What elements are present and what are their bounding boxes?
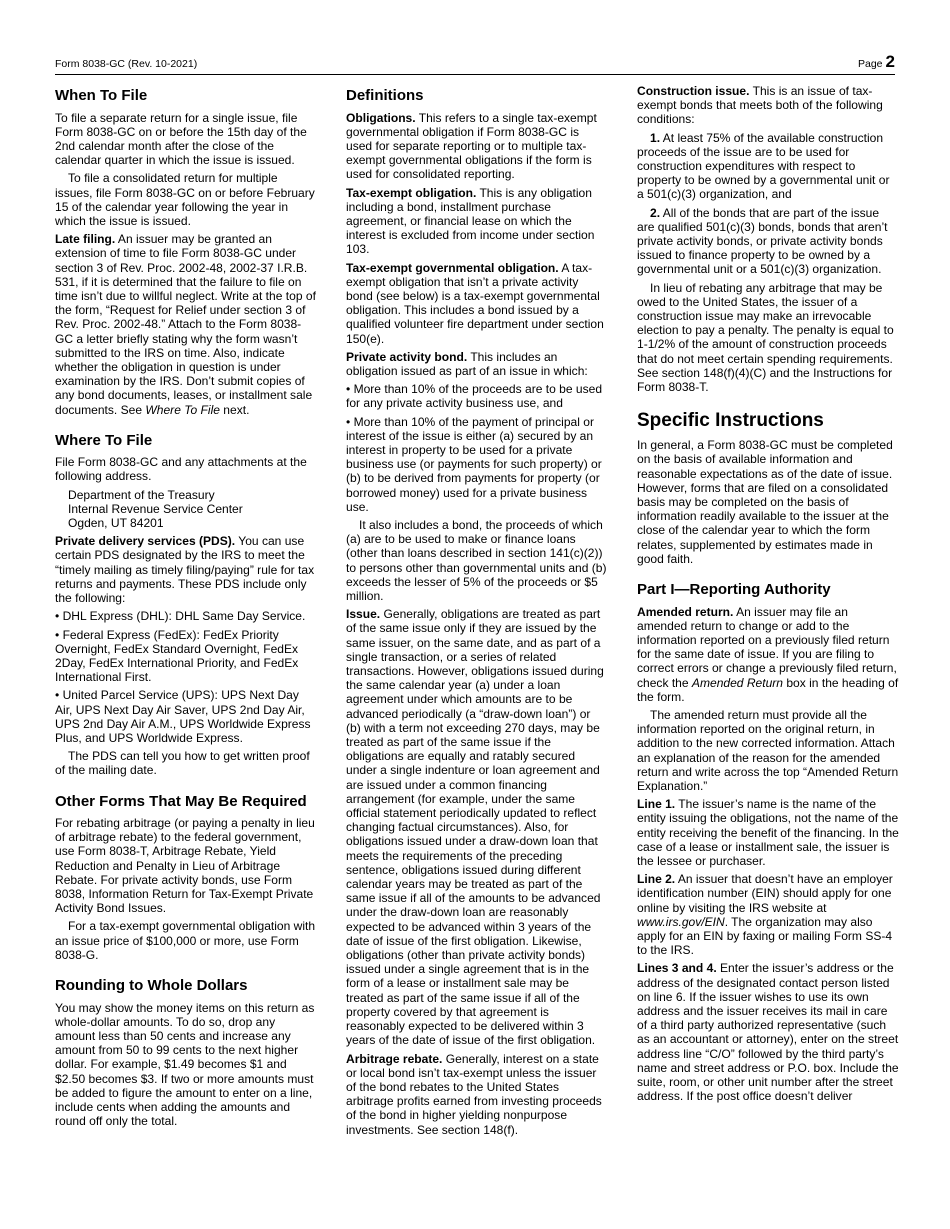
definitions-heading: Definitions	[346, 87, 424, 104]
address-line-3: Ogden, UT 84201	[68, 516, 164, 531]
pab-bullet-2: • More than 10% of the payment of principal or interest of the issue is either (a) secured by an interest in property to be used for a private business use (or payments for such property) or (b) to be derived from payments for property (or borrowed money) used for a private business use.	[346, 414, 602, 514]
construction-issue-term: Construction issue.	[637, 84, 750, 98]
pds-term: Private delivery services (PDS).	[55, 534, 236, 549]
late-filing-ref: Where To File	[145, 402, 220, 417]
other-forms-p2: For a tax-exempt governmental obligation with an issue price of $100,000 or more, use Form 8038-G.	[55, 919, 316, 962]
tax-exempt-obligation-text: This is any obligation including a bond, installment purchase agreement, or financial lease on which the interest is excluded from income under section 103.	[346, 185, 595, 257]
pab-bullet-1: • More than 10% of the proceeds are to be used for any private activity business use, and	[346, 382, 603, 411]
construction-issue-para	[637, 84, 899, 127]
tax-exempt-obligation-para	[346, 186, 608, 257]
column-1	[55, 84, 317, 1132]
issue-term: Issue.	[346, 607, 381, 622]
lines-3-4-para	[637, 961, 899, 1103]
address-line-2: Internal Revenue Service Center	[68, 501, 243, 516]
page-indicator	[858, 52, 895, 72]
condition-2-number: 2.	[650, 205, 661, 220]
governmental-obligation-text: A tax-exempt obligation that isn’t a private activity bond (see below) is a tax-exempt governmental obligation. This includes a bond issued by a qualified volunteer fire department under section 150(e).	[346, 260, 604, 346]
pds-bullet-dhl: • DHL Express (DHL): DHL Same Day Service.	[55, 609, 306, 624]
line-1-text: The issuer’s name is the name of the entity issuing the obligations, not the name of the entity receiving the benefit of the financing. In the case of a lease or installment sale, the issuer is the lessee or purchaser.	[637, 797, 899, 869]
form-id: Form 8038-GC (Rev. 10-2021)	[55, 58, 198, 70]
page-number: 2	[885, 52, 895, 71]
rounding-p1: You may show the money items on this return as whole-dollar amounts. To do so, drop any amount less than 50 cents and increase any amount from 50 to 99 cents to the next higher dollar. For example, $1.49 becomes $1 and $2.50 becomes $3. If two or more amounts must be added to figure the amount to enter on a line, include cents when adding the amounts and round off only the total.	[55, 1000, 315, 1129]
amended-return-para	[637, 605, 899, 704]
arbitrage-rebate-para	[346, 1052, 608, 1137]
lines-3-4-term: Lines 3 and 4.	[637, 961, 717, 976]
other-forms-heading: Other Forms That May Be Required	[55, 792, 307, 810]
private-activity-bond-term: Private activity bond.	[346, 349, 468, 364]
construction-penalty-para: In lieu of rebating any arbitrage that may be owed to the United States, the issuer of a construction issue may make an irrevocable election to pay a penalty. The penalty is equal to 1-1/2% of the amount of construction proceeds that do not meet certain spending requirements. See section 148(f)(4)(C) and the Instructions for Form 8038-T.	[637, 280, 894, 395]
governmental-obligation-para	[346, 261, 608, 346]
late-filing-para	[55, 232, 317, 417]
construction-condition-1	[637, 131, 899, 202]
when-to-file-p1: To file a separate return for a single issue, file Form 8038-GC on or before the 15th day of the 2nd calendar month after the close of the calendar quarter in which the issue is issued.	[55, 110, 307, 168]
pab-para-2: It also includes a bond, the proceeds of which (a) are to be used to make or finance loans (other than loans described in section 141(c)(2)) to persons other than governmental units and (b) exceeds the lesser of 5% of the proceeds or $5 million.	[346, 517, 607, 603]
construction-issue-text: This is an issue of tax-exempt bonds that meets both of the following conditions:	[637, 84, 883, 127]
lines-3-4-text: Enter the issuer’s address or the address of the designated contact person listed on line 6. If the issuer wishes to use its own address and the issuer receives its mail in care of a third party authorized representative (such as an accountant or attorney), enter on the street address line “C/O” followed by the third party’s name and street address or P.O. box. Include the suite, room, or other unit number after the street address. If the post office doesn’t deliver	[637, 961, 899, 1104]
specific-instructions-p1: In general, a Form 8038-GC must be completed on the basis of available information and reasonable expectations as of the date of issue. However, forms that are filed on a consolidated basis may be completed on the basis of information readily available to the issuer at the close of the calendar year to which the form relates, supplemented by estimates made in good faith.	[637, 438, 893, 566]
condition-1-number: 1.	[650, 130, 661, 145]
condition-1-text: At least 75% of the available construction proceeds of the issue are to be used for construction expenditures with respect to property to be owned by a governmental unit or a 501(c)(3) organization, and	[637, 130, 890, 202]
obligations-text: This refers to a single tax-exempt governmental obligation if Form 8038-GC is used for separate reporting or to multiple tax-exempt governmental obligations if the form is used for consolidated reporting.	[346, 110, 597, 182]
amended-return-text: An issuer may file an amended return to change or add to the information reported on a previously filed return for the same date of issue. If you are filing to correct errors or change a previously filed return, check the	[637, 604, 897, 690]
issue-para	[346, 607, 608, 1047]
when-to-file-p2: To file a consolidated return for multiple issues, file Form 8038-GC on or before February 15 of the calendar year following the year in which the issue is issued.	[55, 171, 315, 228]
mailing-address	[68, 488, 317, 531]
line-1-term: Line 1.	[637, 797, 676, 812]
line-2-text: An issuer that doesn’t have an employer identification number (EIN) should apply for one online by visiting the IRS website at	[637, 872, 893, 915]
page-header	[55, 52, 895, 75]
irs-ein-link[interactable]: www.irs.gov/EIN	[637, 914, 725, 929]
late-filing-end: next.	[219, 402, 250, 417]
obligations-term: Obligations.	[346, 110, 416, 125]
where-to-file-p1: File Form 8038-GC and any attachments at the following address.	[55, 455, 307, 484]
private-activity-bond-para	[346, 350, 608, 378]
other-forms-p1: For rebating arbitrage (or paying a penalty in lieu of arbitrage rebate) to the federal government, use Form 8038-T, Arbitrage Rebate, Yield Reduction and Penalty in Lieu of Arbitrage Rebate. For private activity bonds, use Form 8038, Information Return for Tax-Exempt Private Activity Bond Issues.	[55, 816, 315, 916]
amended-return-term: Amended return.	[637, 604, 734, 619]
line-2-para	[637, 872, 899, 957]
column-2	[346, 84, 608, 1141]
line-1-para	[637, 797, 899, 868]
governmental-obligation-term: Tax-exempt governmental obligation.	[346, 260, 559, 275]
pds-para	[55, 534, 317, 605]
condition-2-text: All of the bonds that are part of the issue are qualified 501(c)(3) bonds, bonds that aren’t private activity bonds, or private activity bonds issued to finance property to be owned by a governmental unit or a 501(c)(3) organization.	[637, 205, 888, 277]
part-1-heading: Part I—Reporting Authority	[637, 581, 831, 599]
when-to-file-heading: When To File	[55, 87, 148, 104]
column-3	[637, 84, 899, 1108]
specific-instructions-heading: Specific Instructions	[637, 410, 824, 432]
late-filing-text: An issuer may be granted an extension of time to file Form 8038-GC under section 3 of Rev. Proc. 2002-48, 2002-37 I.R.B. 531, if it is determined that the failure to file on time isn’t due to willful neglect. Write at the top of the form, “Request for Relief under section 3 of Rev. Proc. 2002-48.” Attach to the Form 8038-GC a letter briefly stating why the form wasn’t submitted to the IRS on time. Also, indicate whether the obligation in question is under examination by the IRS. Don’t submit copies of any bond documents, leases, or installment sale documents. See	[55, 232, 316, 417]
arbitrage-rebate-text: Generally, interest on a state or local bond isn’t tax-exempt unless the issuer of the bond rebates to the United States arbitrage profits earned from investing proceeds of the bond in higher yielding nonpurpose investments. See section 148(f).	[346, 1051, 602, 1137]
where-to-file-heading: Where To File	[55, 431, 153, 449]
construction-condition-2	[637, 206, 899, 277]
amended-return-ref: Amended Return	[691, 675, 783, 690]
amended-return-p2: The amended return must provide all the information reported on the original return, in addition to the new corrected information. Attach an explanation of the reason for the amended return and write across the top “Amended Return Explanation.”	[637, 708, 899, 794]
arbitrage-rebate-term: Arbitrage rebate.	[346, 1051, 443, 1066]
amended-return-end: box in the heading of the form.	[637, 675, 899, 704]
private-activity-bond-text: This includes an obligation issued as part of an issue in which:	[346, 349, 588, 378]
pds-proof-para: The PDS can tell you how to get written proof of the mailing date.	[55, 749, 310, 778]
rounding-heading: Rounding to Whole Dollars	[55, 977, 248, 995]
pds-bullet-fedex: • Federal Express (FedEx): FedEx Priority Overnight, FedEx Standard Overnight, FedEx 2Day, FedEx International Priority, and FedEx International First.	[55, 627, 299, 685]
page-label: Page	[858, 58, 883, 70]
line-2-end: . The organization may also apply for an EIN by faxing or mailing Form SS-4 to the IRS.	[637, 914, 893, 958]
tax-exempt-obligation-term: Tax-exempt obligation.	[346, 185, 477, 200]
obligations-para	[346, 111, 608, 182]
pds-text: You can use certain PDS designated by the IRS to meet the “timely mailing as timely filing/paying” rule for tax returns and payments. These PDS include only the following:	[55, 534, 315, 606]
issue-text: Generally, obligations are treated as part of the same issue only if they are issued by the same issuer, on the same date, and as part of a single transaction, or a series of related transactions. However, obligations issued during the same calendar year (a) under a loan agreement under which amounts are to be advanced periodically (a “draw-down loan”) or (b) with a term not exceeding 270 days, may be treated as part of the same issue if the obligations are equally and ratably secured under a single indenture or loan agreement and are issued under a common financing arrangement (for example, under the same official statement periodically updated to reflect changing factual circumstances). Also, for obligations issued under a draw-down loan that meets the requirements of the preceding sentence, obligations issued during different calendar years may be treated as part of the same issue if all of the amounts to be advanced under the draw-down loan are reasonably expected to be advanced within 3 years of the date of issue of the first obligation. Likewise, obligations (other than private activity bonds) issued under a single agreement that is in the form of a lease or installment sale may be treated as part of the same issue if all of the property covered by that agreement is reasonably expected to be delivered within 3 years of the date of issue of the first obligation.	[346, 607, 604, 1048]
pds-bullet-ups: • United Parcel Service (UPS): UPS Next Day Air, UPS Next Day Air Saver, UPS 2nd Day Air, UPS 2nd Day Air A.M., UPS Worldwide Express Plus, and UPS Worldwide Express.	[55, 688, 311, 745]
address-line-1: Department of the Treasury	[68, 487, 215, 502]
late-filing-term: Late filing.	[55, 232, 116, 247]
line-2-term: Line 2.	[637, 872, 676, 887]
